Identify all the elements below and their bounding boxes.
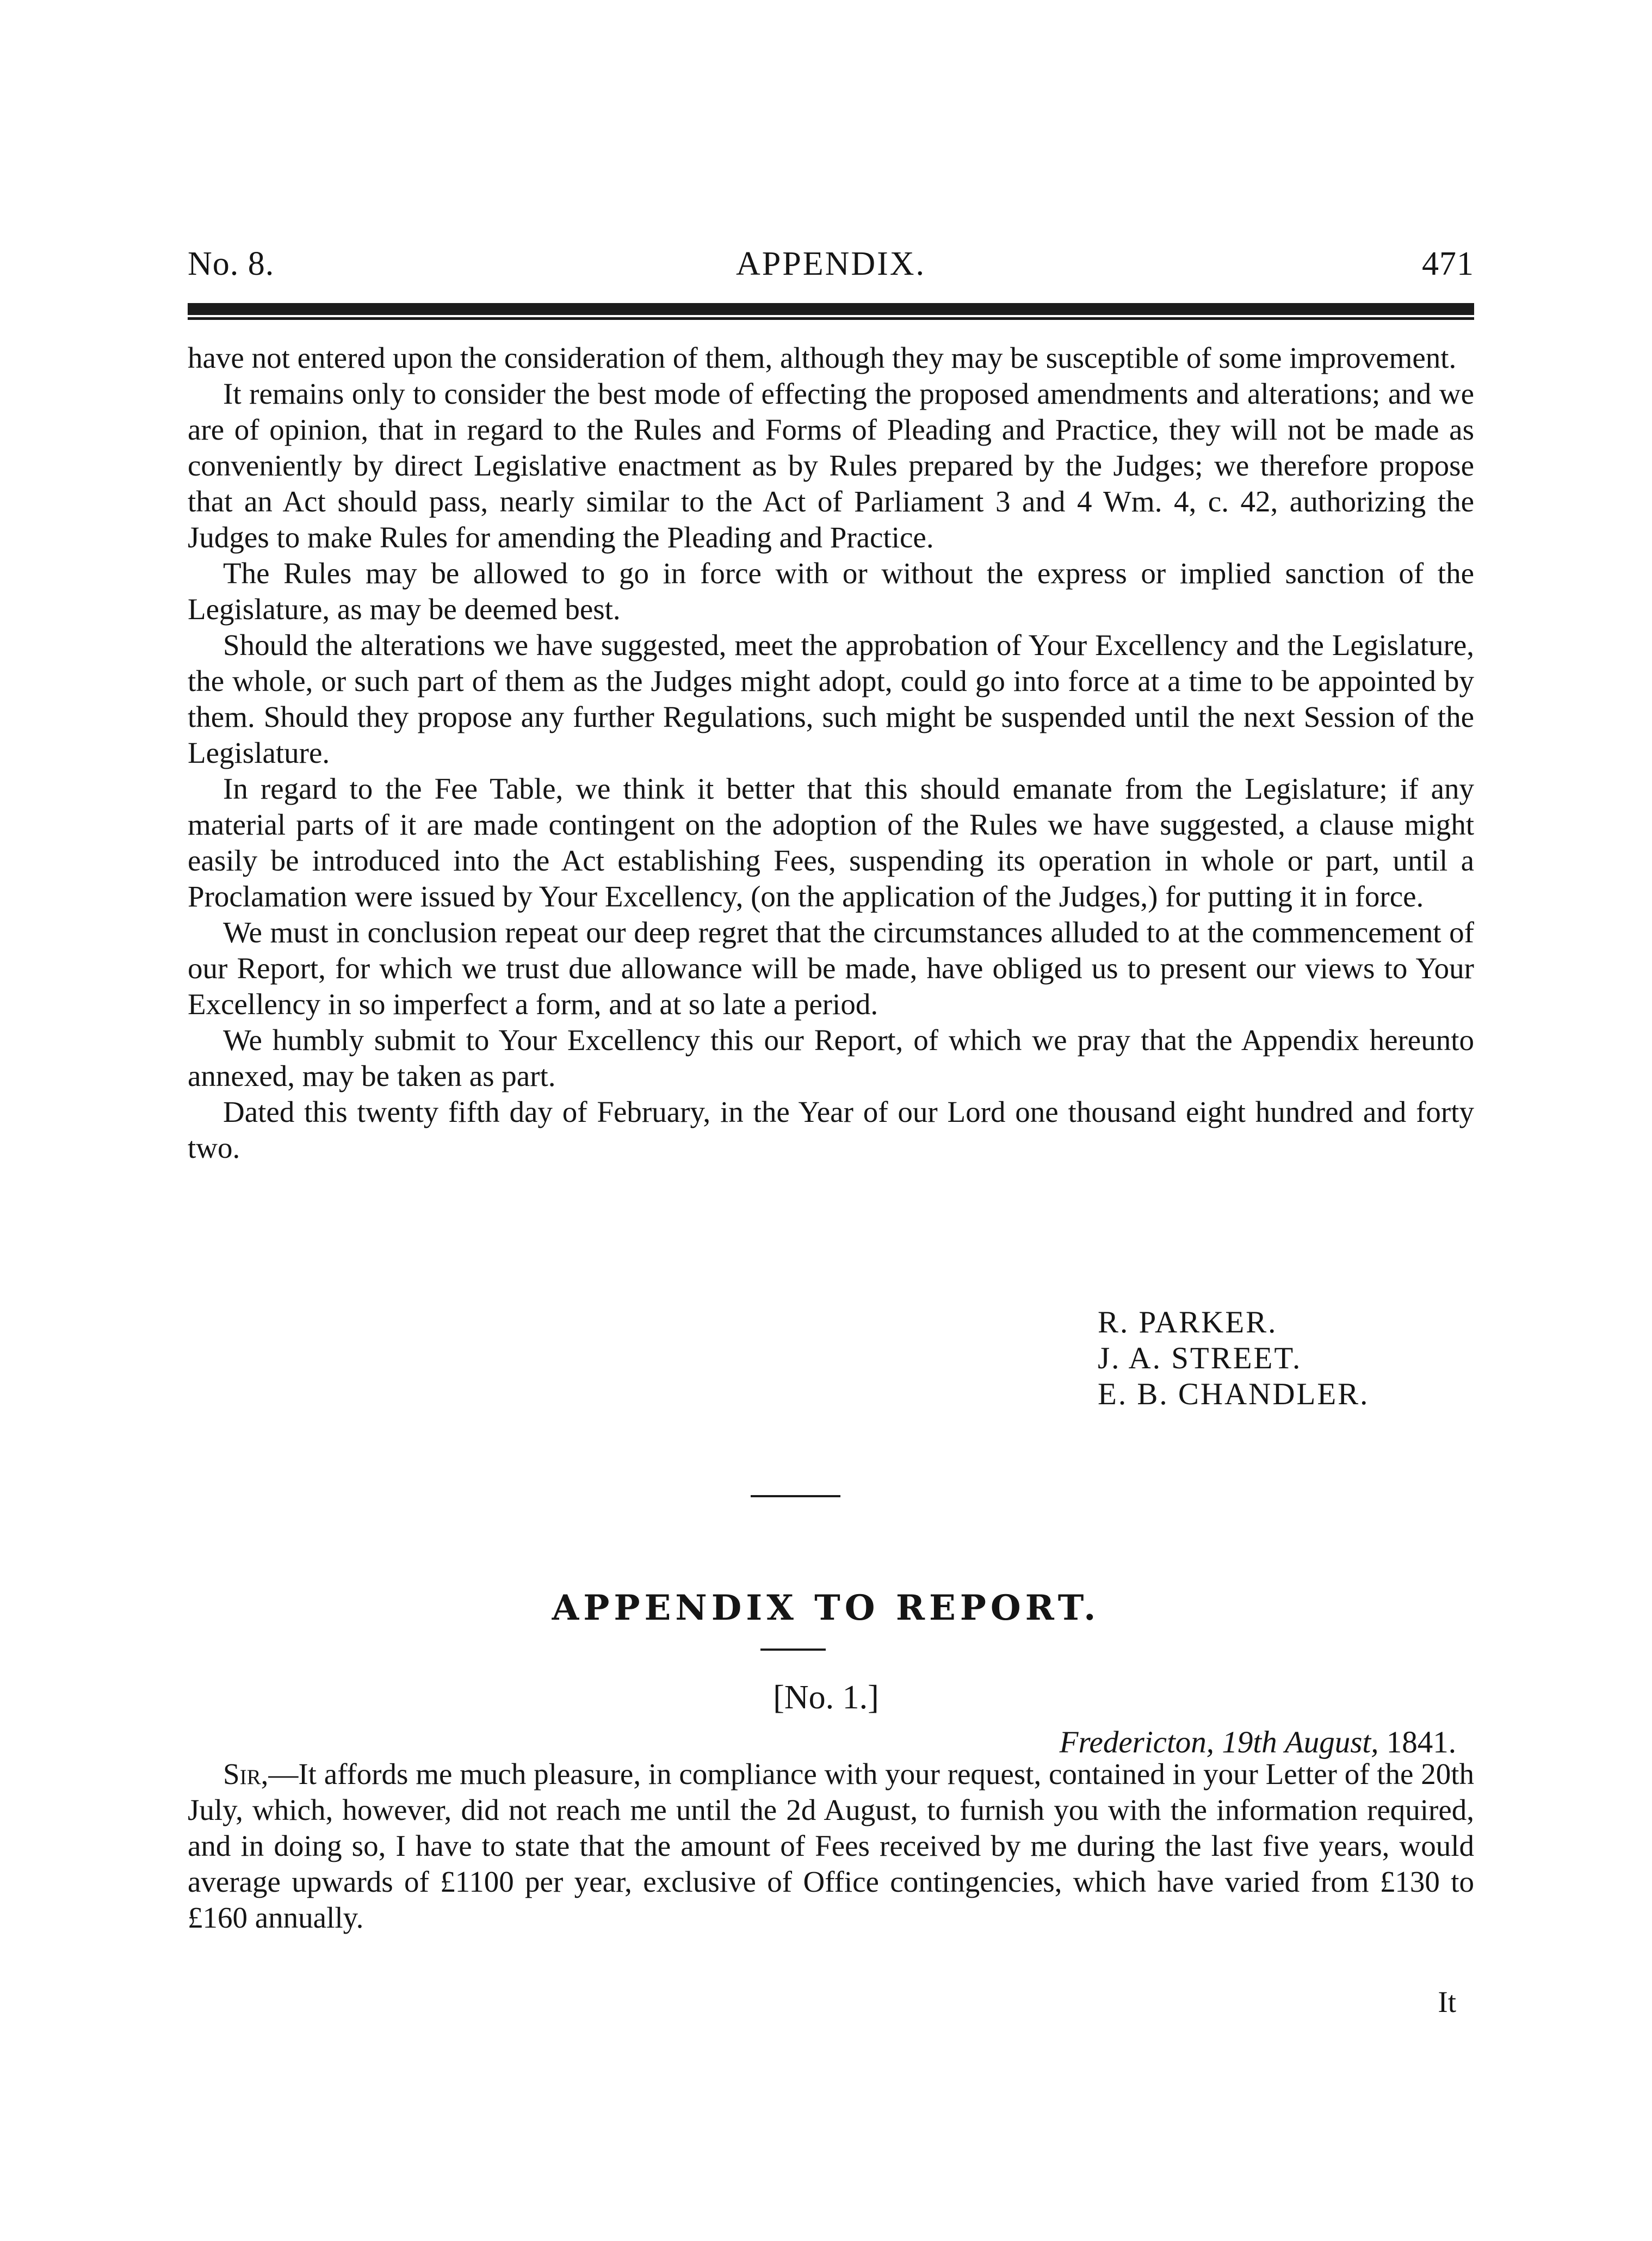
dateline-month: August,: [1284, 1725, 1379, 1760]
paragraph: It remains only to consider the best mode of effecting the proposed amendments and alterations; and we are of opinion, that in regard to the Rules and Forms of Pleading and Practice, they will not be made as conveniently by direct Legislative enactment as by Rules prepared by the Judges; we therefore propose that an Act should pass, nearly similar to the Act of Parliament 3 and 4 Wm. 4, c. 42, authorizing the Judges to make Rules for amending the Pleading and Practice.: [188, 377, 1474, 554]
section-divider: [751, 1495, 840, 1497]
salutation: Sir,: [223, 1757, 269, 1791]
paragraph: We must in conclusion repeat our deep regret that the circumstances alluded to at the commencement of our Report, for which we trust due allowance will be made, have obliged us to present our views to Your Excellency in so imperfect a form, and at so late a period.: [188, 916, 1474, 1021]
signature: E. B. CHANDLER.: [1098, 1377, 1370, 1411]
page-number: 471: [1422, 245, 1474, 282]
paragraph: In regard to the Fee Table, we think it better that this should emanate from the Legislature; if any material parts of it are made contingent on the adoption of the Rules we have suggested, a clause might easily be introduced into the Act establishing Fees, suspending its operation in whole or part, until a Proclamation were issued by Your Excellency, (on the application of the Judges,) for putting it in force.: [188, 772, 1474, 913]
paragraph: have not entered upon the consideration of them, although they may be susceptible of some improvement.: [188, 341, 1457, 374]
paragraph: Should the alterations we have suggested, meet the approbation of Your Excellency and the Legislature, the whole, or such part of them as the Judges might adopt, could go into force at a time to be appointed by them. Should they propose any further Regulations, such might be suspended until the next Session of the Legislature.: [188, 628, 1474, 769]
catchword: It: [1438, 1985, 1456, 2018]
running-title: APPENDIX.: [735, 245, 926, 282]
header-rule-thin: [188, 317, 1474, 320]
dateline-day: 19th: [1222, 1725, 1277, 1760]
report-body: [188, 340, 1474, 1166]
signature: R. PARKER.: [1098, 1305, 1278, 1339]
letter-body: [188, 1756, 1474, 1936]
letter-text: —It affords me much pleasure, in compliance with your request, contained in your Letter of the 20th July, which, however, did not reach me until the 2d August, to furnish you with the information required, and in doing so, I have to state that the amount of Fees received by me during the last five years, would average upwards of £1100 per year, exclusive of Office contingencies, which have varied from £130 to £160 annually.: [188, 1757, 1474, 1934]
document-number: [No. 1.]: [773, 1679, 879, 1716]
dateline-place: Fredericton,: [1059, 1725, 1215, 1760]
header-rule: [188, 303, 1474, 315]
signature-block: [1098, 1305, 1369, 1412]
appendix-heading: APPENDIX TO REPORT.: [552, 1588, 1100, 1628]
paragraph: We humbly submit to Your Excellency this our Report, of which we pray that the Appendix hereunto annexed, may be taken as part.: [188, 1023, 1474, 1092]
section-number: No. 8.: [188, 245, 275, 282]
paragraph: Dated this twenty fifth day of February, in the Year of our Lord one thousand eight hundred and forty two.: [188, 1095, 1474, 1164]
dateline: [1060, 1725, 1456, 1760]
paragraph: The Rules may be allowed to go in force with or without the express or implied sanction of the Legislature, as may be deemed best.: [188, 557, 1474, 626]
dateline-year: 1841.: [1386, 1725, 1456, 1760]
letter-paragraph: [188, 1756, 1474, 1936]
heading-rule: [760, 1649, 826, 1651]
running-header: [188, 245, 1474, 294]
signature: J. A. STREET.: [1098, 1341, 1302, 1375]
